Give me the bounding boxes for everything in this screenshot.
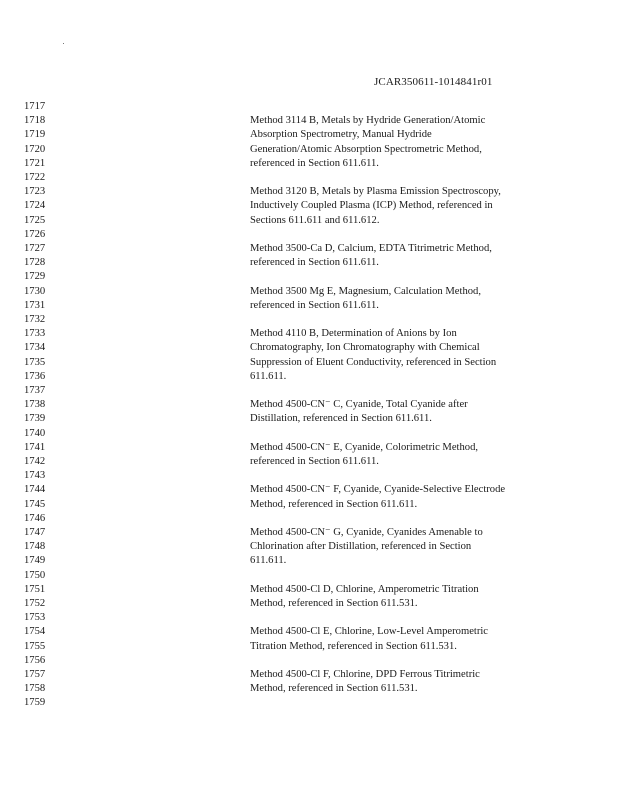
line-text: Titration Method, referenced in Section 611.531. [250,640,457,652]
line-number: 1734 [24,342,46,354]
line-number: 1748 [24,541,46,553]
document-line [0,356,618,370]
line-text: Method 4500-CN⁻ E, Cyanide, Colorimetric Method, [250,441,479,453]
line-number: 1724 [24,200,46,212]
line-text: Method, referenced in Section 611.531. [250,683,418,695]
line-text: referenced in Section 611.611. [250,257,379,269]
document-line [0,696,618,710]
line-number: 1745 [24,498,46,510]
document-line [0,256,618,270]
line-number: 1720 [24,143,46,155]
line-number: 1722 [24,172,46,183]
document-line [0,398,618,412]
line-number: 1752 [24,598,46,609]
line-text: Sections 611.611 and 611.612. [250,214,380,226]
document-line [0,242,618,256]
document-line [0,341,618,355]
line-number: 1746 [24,512,46,524]
line-text: Method 3120 B, Metals by Plasma Emission Spectroscopy, [250,186,501,198]
line-text: Method 4500-Cl E, Chlorine, Low-Level Amperometric [250,626,489,638]
document-line [0,483,618,497]
document-line [0,214,618,228]
line-number: 1757 [24,669,46,680]
document-line [0,668,618,682]
document-line [0,412,618,426]
document-line [0,682,618,696]
document-line [0,498,618,512]
line-text: Method 4500-CN⁻ F, Cyanide, Cyanide-Selective Electrode [250,484,506,496]
document-id-header: JCAR350611-1014841r01 [374,76,493,88]
line-number: 1719 [24,129,46,141]
line-text: Method 4500-Cl D, Chlorine, Amperometric Titration [250,583,479,595]
scan-speck [63,43,64,44]
document-line [0,370,618,384]
line-text: referenced in Section 611.611. [250,456,379,467]
document-line [0,100,618,114]
line-text: Method 4110 B, Determination of Anions by Ion [250,328,457,340]
line-number: 1753 [24,612,46,624]
document-line [0,228,618,242]
document-line [0,157,618,171]
line-number: 1727 [24,243,46,254]
document-line [0,114,618,128]
document-line [0,327,618,341]
line-number: 1738 [24,399,46,411]
document-line [0,540,618,554]
document-line [0,143,618,157]
document-line [0,597,618,611]
document-line [0,285,618,299]
line-number: 1755 [24,640,46,652]
line-text: Method, referenced in Section 611.531. [250,598,418,609]
document-line [0,270,618,284]
line-text: Method 4500-CN⁻ G, Cyanide, Cyanides Amenable to [250,527,483,538]
line-number: 1725 [24,214,46,226]
line-text: Absorption Spectrometry, Manual Hydride [250,129,432,141]
line-number: 1730 [24,285,46,297]
line-text: Distillation, referenced in Section 611.611. [250,413,432,425]
line-number: 1733 [24,328,46,340]
document-line [0,654,618,668]
line-text: Chromatography, Ion Chromatography with Chemical [250,342,480,354]
document-line [0,171,618,185]
line-number: 1741 [24,441,46,453]
line-number: 1735 [24,356,46,368]
line-text: Method 4500-Cl F, Chlorine, DPD Ferrous Titrimetric [250,669,480,680]
document-line [0,313,618,327]
line-number: 1729 [24,271,46,283]
line-number: 1728 [24,257,46,269]
document-line [0,384,618,398]
line-number: 1723 [24,186,46,198]
line-number: 1736 [24,370,46,382]
line-number: 1749 [24,555,46,567]
document-line [0,583,618,597]
line-text: referenced in Section 611.611. [250,299,379,311]
line-number: 1717 [24,101,46,112]
document-line [0,611,618,625]
line-text: referenced in Section 611.611. [250,157,379,169]
document-line [0,427,618,441]
line-number: 1726 [24,228,46,240]
line-text: Method, referenced in Section 611.611. [250,498,418,510]
line-number: 1750 [24,569,46,581]
document-line [0,526,618,540]
line-number: 1754 [24,626,46,638]
line-number: 1721 [24,157,46,169]
line-number: 1718 [24,115,46,127]
line-number: 1751 [24,583,46,595]
line-number: 1759 [24,697,46,709]
line-text: Method 3500 Mg E, Magnesium, Calculation Method, [250,285,481,297]
line-number: 1744 [24,484,46,496]
document-line [0,512,618,526]
line-number: 1742 [24,456,46,467]
line-number: 1737 [24,385,46,396]
line-number: 1758 [24,683,46,695]
line-number: 1747 [24,527,46,538]
document-line [0,185,618,199]
line-number: 1732 [24,314,46,325]
line-text: Method 3500-Ca D, Calcium, EDTA Titrimetric Method, [250,243,492,254]
document-line [0,455,618,469]
line-number: 1731 [24,299,46,311]
document-line [0,569,618,583]
document-line [0,625,618,639]
line-text: Method 4500-CN⁻ C, Cyanide, Total Cyanide after [250,399,468,411]
line-number: 1740 [24,427,46,439]
line-text: Generation/Atomic Absorption Spectrometric Method, [250,143,482,155]
line-text: Method 3114 B, Metals by Hydride Generation/Atomic [250,115,486,127]
line-text: 611.611. [250,370,287,382]
document-line [0,199,618,213]
line-text: Inductively Coupled Plasma (ICP) Method, referenced in [250,200,493,212]
document-line [0,441,618,455]
line-text: Chlorination after Distillation, referenced in Section [250,541,472,553]
document-line [0,640,618,654]
document-line [0,299,618,313]
line-text: Suppression of Eluent Conductivity, referenced in Section [250,356,497,368]
document-line [0,469,618,483]
line-text: 611.611. [250,555,287,567]
document-line [0,554,618,568]
line-number: 1739 [24,413,46,425]
document-line [0,128,618,142]
line-number: 1756 [24,654,46,666]
line-number: 1743 [24,470,46,482]
